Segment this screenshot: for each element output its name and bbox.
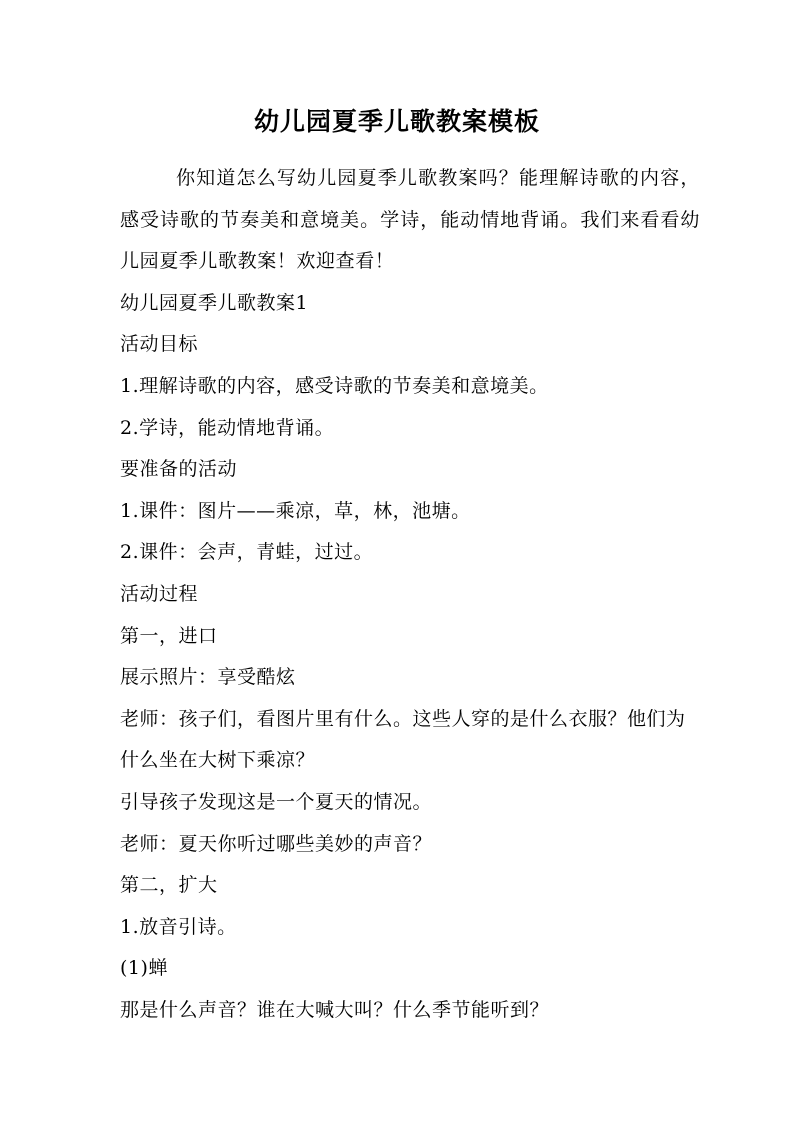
step-two-heading: 第二，扩大 bbox=[120, 874, 218, 897]
document-body bbox=[120, 158, 700, 1031]
heading-activity-process: 活动过程 bbox=[120, 582, 199, 605]
guide-children-line: 引导孩子发现这是一个夏天的情况。 bbox=[120, 790, 433, 813]
heading-lesson-plan-1: 幼儿园夏季儿歌教案1 bbox=[120, 291, 309, 314]
goal-item-2: 2.学诗，能动情地背诵。 bbox=[120, 416, 335, 439]
heading-activity-preparation: 要准备的活动 bbox=[120, 458, 238, 481]
step-two-item-1: 1.放音引诗。 bbox=[120, 915, 237, 938]
cicada-question: 那是什么声音？谁在大喊大叫？什么季节能听到？ bbox=[120, 998, 550, 1021]
teacher-question-2: 老师：夏天你听过哪些美妙的声音？ bbox=[120, 832, 433, 855]
document-title: 幼儿园夏季儿歌教案模板 bbox=[253, 107, 540, 136]
show-photo-line: 展示照片：享受酷炫 bbox=[120, 666, 296, 689]
preparation-item-1: 1.课件：图片——乘凉，草，林，池塘。 bbox=[120, 499, 471, 522]
heading-activity-goals: 活动目标 bbox=[120, 333, 199, 356]
sub-item-cicada: (1)蝉 bbox=[120, 957, 168, 980]
preparation-item-2: 2.课件：会声，青蛙，过过。 bbox=[120, 541, 374, 564]
intro-paragraph: 你知道怎么写幼儿园夏季儿歌教案吗？能理解诗歌的内容，感受诗歌的节奏美和意境美。学诗，能动情地背诵。我们来看看幼儿园夏季儿歌教案！欢迎查看！ bbox=[120, 167, 700, 273]
step-one-heading: 第一，进口 bbox=[120, 624, 218, 647]
goal-item-1: 1.理解诗歌的内容，感受诗歌的节奏美和意境美。 bbox=[120, 374, 549, 397]
teacher-question-1: 老师：孩子们，看图片里有什么。这些人穿的是什么衣服？他们为什么坐在大树下乘凉？ bbox=[120, 707, 686, 772]
